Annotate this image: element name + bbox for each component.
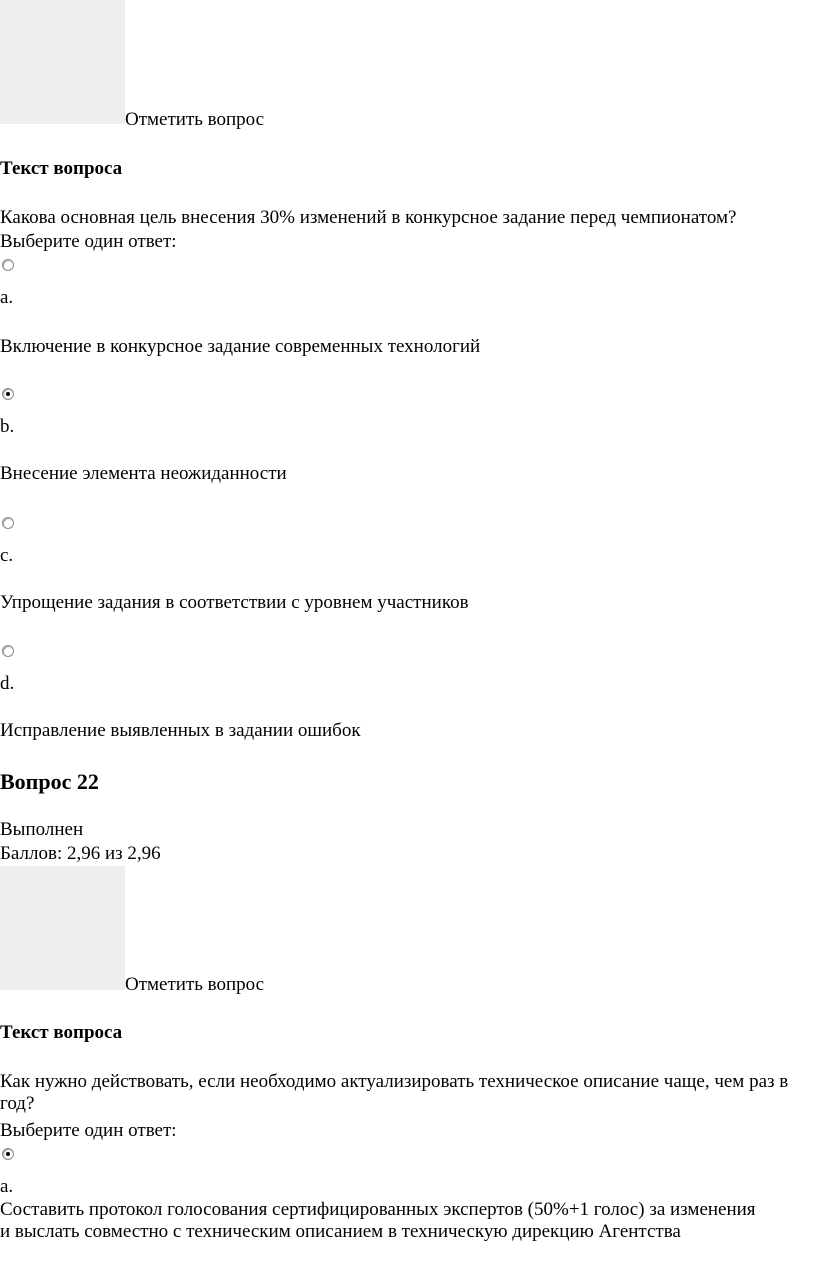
- option-letter-d: d.: [0, 673, 15, 694]
- radio-option-d[interactable]: [2, 645, 14, 657]
- option-label-b[interactable]: Внесение элемента неожиданности: [0, 463, 287, 484]
- flag-question-link[interactable]: Отметить вопрос: [125, 109, 265, 130]
- option-label-c[interactable]: Упрощение задания в соответствии с уровнем участников: [0, 592, 469, 613]
- question-title: Вопрос 22: [0, 769, 99, 794]
- question-score: Баллов: 2,96 из 2,96: [0, 843, 161, 864]
- option-label-d[interactable]: Исправление выявленных в задании ошибок: [0, 720, 361, 741]
- flag-question-link[interactable]: Отметить вопрос: [125, 974, 265, 995]
- question-text: Как нужно действовать, если необходимо актуализировать техническое описание чаще, чем раз в год?: [0, 1071, 789, 1114]
- question-text-heading: Текст вопроса: [0, 158, 123, 179]
- radio-option-b[interactable]: [2, 388, 14, 400]
- option-label-a[interactable]: Включение в конкурсное задание современных технологий: [0, 336, 481, 357]
- flag-area: [0, 866, 125, 990]
- option-letter-a: a.: [0, 1176, 14, 1197]
- option-label-a[interactable]: Составить протокол голосования сертифицированных экспертов (50%+1 голос) за изменения и выслать совместно с техническим описанием в техническую дирекцию Агентства: [0, 1199, 756, 1242]
- radio-option-a[interactable]: [2, 1148, 14, 1160]
- flag-area: [0, 0, 125, 124]
- question-text: Какова основная цель внесения 30% изменений в конкурсное задание перед чемпионатом?: [0, 207, 737, 228]
- question-status: Выполнен: [0, 819, 84, 840]
- answer-prompt: Выберите один ответ:: [0, 1120, 177, 1141]
- radio-option-a[interactable]: [2, 259, 14, 271]
- option-letter-a: a.: [0, 287, 14, 308]
- question-text-heading: Текст вопроса: [0, 1022, 123, 1043]
- radio-option-c[interactable]: [2, 517, 14, 529]
- option-letter-c: c.: [0, 545, 14, 566]
- option-letter-b: b.: [0, 416, 15, 437]
- answer-prompt: Выберите один ответ:: [0, 231, 177, 252]
